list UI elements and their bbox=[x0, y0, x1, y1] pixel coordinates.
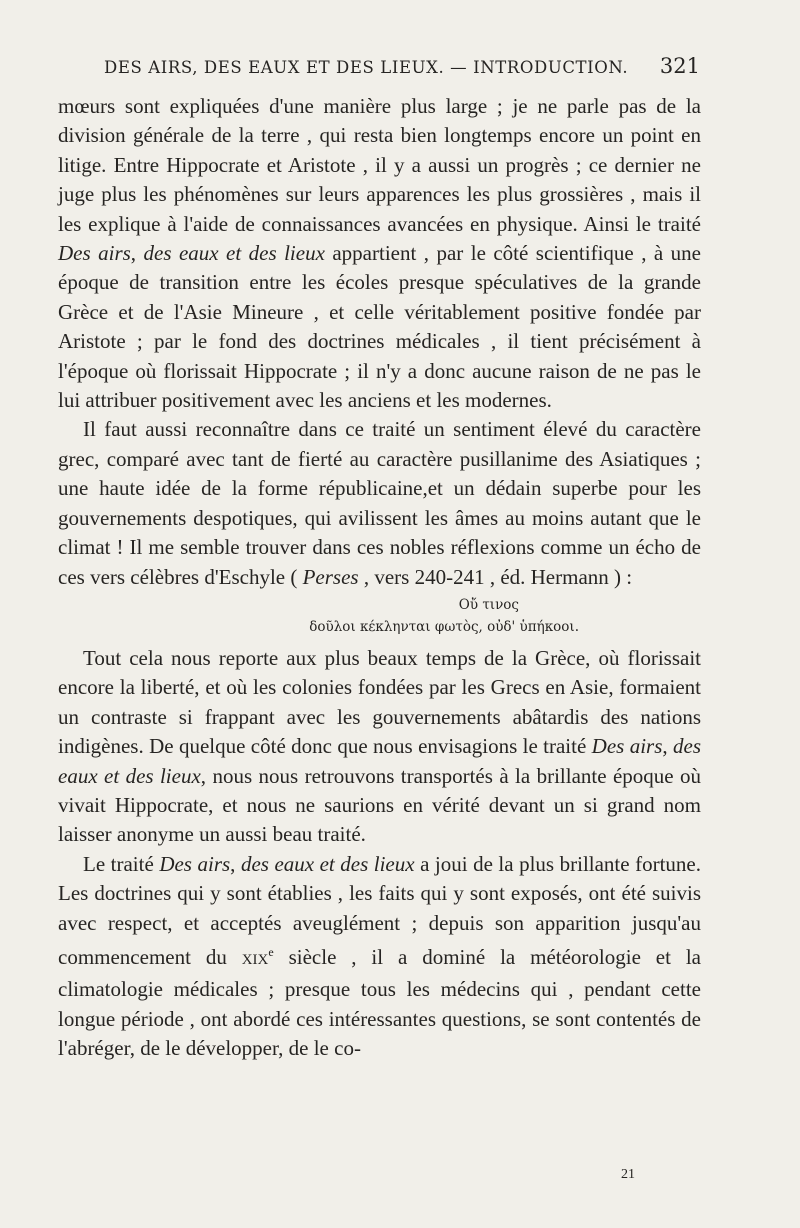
text-run: mœurs sont expliquées d'une manière plus large ; je ne parle pas de la division générale de la terre , qui resta bien longtemps encore un point en litige. Entre Hippocrate et Aristote , il y a aussi un progrès ; ce dernier ne juge plus les phénomènes sur leurs apparences les plus grossières , mais il les explique à l'aide de connaissances avancées en physique. Ainsi le traité bbox=[58, 94, 701, 236]
text-run: , vers 240-241 , éd. Hermann ) : bbox=[358, 564, 633, 589]
body-text bbox=[58, 92, 701, 1064]
paragraph-2 bbox=[58, 415, 701, 591]
text-run: , bbox=[662, 734, 674, 759]
title-italic: des eaux et des lieux bbox=[240, 851, 415, 876]
text-run: a joui de la plus brillante fortune. Les doctrines qui y sont établies , les faits qui y sont exposés, ont été suivis avec respect, et acceptés aveuglément ; depuis son apparition jusqu'au commencement du bbox=[58, 851, 701, 969]
title-italic: Perses bbox=[302, 564, 359, 589]
page-number: 321 bbox=[659, 54, 700, 78]
text-run: , bbox=[130, 241, 144, 266]
superscript-e: e bbox=[268, 944, 274, 959]
text-run: appartient , par le côté scientifique , à une époque de transition entre les écoles presque spéculatives de la grande Grèce et de l'Asie Mineure , et celle véritablement positive fondée par Aristote ; par le fond des doctrines médicales , il tient précisément à l'époque où florissait Hippocrate ; il n'y a donc aucune raison de ne pas le lui attribuer positivement avec les anciens et les modernes. bbox=[58, 241, 701, 413]
greek-line-1: Οὔ τινος bbox=[458, 596, 519, 613]
greek-quotation bbox=[58, 594, 579, 638]
text-run: siècle , il a dominé la météorologie et la climatologie médicales ; presque tous les médecins qui , pendant cette longue période , ont abordé ces intéressantes questions, se sont contentés de l'abréger, de le développer, de le co- bbox=[58, 944, 701, 1061]
paragraph-1 bbox=[58, 92, 701, 415]
title-italic: Des airs bbox=[159, 851, 231, 876]
title-italic: Des airs bbox=[591, 734, 663, 759]
text-run: Le traité bbox=[83, 851, 160, 876]
paragraph-3 bbox=[58, 644, 701, 850]
greek-line-2: δοῦλοι κέκληνται φωτὸς, οὐδ' ὑπήκοοι. bbox=[309, 618, 579, 635]
title-italic: Des airs bbox=[58, 241, 131, 266]
title-italic: des eaux et des lieux bbox=[58, 734, 702, 788]
signature-mark: 21 bbox=[621, 1167, 635, 1182]
running-title: DES AIRS, DES EAUX ET DES LIEUX. — INTRODUCTION. bbox=[104, 58, 629, 77]
text-run: , nous nous retrouvons transportés à la brillante époque où vivait Hippocrate, et nous ne saurions en vérité devant un si grand nom laisser anonyme un aussi beau traité. bbox=[58, 763, 701, 847]
text-run: Tout cela nous reporte aux plus beaux temps de la Grèce, où florissait encore la liberté, et où les colonies fondées par les Grecs en Asie, formaient un contraste si frappant avec les gouvernements abâtardis des nations indigènes. De quelque côté donc que nous envisagions le traité bbox=[58, 645, 701, 759]
text-run: Il faut aussi reconnaître dans ce traité un sentiment élevé du caractère grec, comparé avec tant de fierté au caractère pusillanime des Asiatiques ; une haute idée de la forme républicaine,et un dédain superbe pour les gouvernements despotiques, qui avilissent les âmes au moins autant que le climat ! Il me semble trouver dans ces nobles réflexions comme un écho de ces vers célèbres d'Eschyle ( bbox=[58, 417, 701, 589]
paragraph-4 bbox=[58, 850, 701, 1064]
title-italic: des eaux et des lieux bbox=[143, 241, 325, 266]
small-caps-century: XIX bbox=[241, 951, 269, 968]
text-run: , bbox=[230, 851, 241, 876]
